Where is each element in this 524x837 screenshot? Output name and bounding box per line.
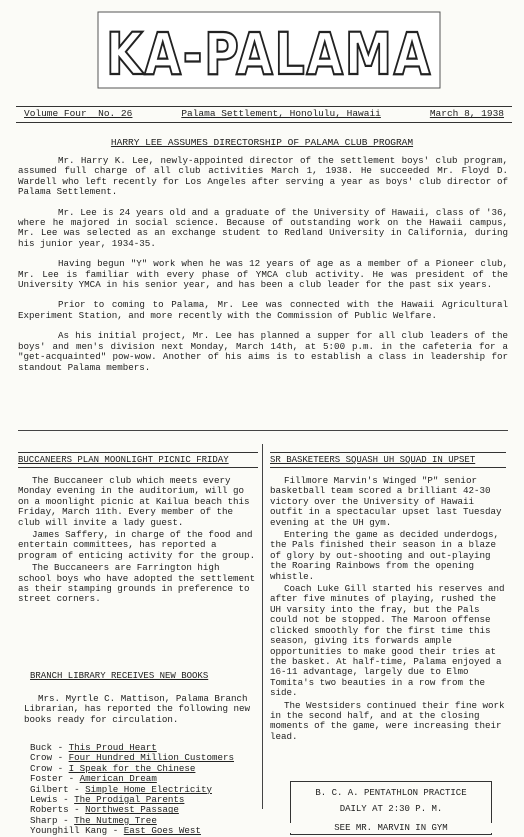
buccaneers-headline: BUCCANEERS PLAN MOONLIGHT PICNIC FRIDAY xyxy=(18,452,258,468)
lead-paragraph: As his initial project, Mr. Lee has planned a supper for all club leaders of the boys' and men's division next Monday, March 14th, at 5:00 p.m. in the cafeteria for a "get-acquainted" pow-wow. Another of his aims is to establish a class in leadership for standout Palama members. xyxy=(18,330,508,373)
place: Palama Settlement, Honolulu, Hawaii xyxy=(181,108,381,120)
lead-paragraph: Mr. Lee is 24 years old and a graduate of the University of Hawaii, class of '36, where he majored in social science. Because of outstanding work on the Hawaii campus, Mr. Lee was selected as an exchange student to Redland University in California, during his junior year, 1934-35. xyxy=(18,206,508,249)
lead-paragraph: Mr. Harry K. Lee, newly-appointed director of the settlement boys' club program, assumed full charge of all club activities March 1, 1938. He succeeded Mr. Floyd D. Wardell who left recently for Los Angeles after serving a year as boys' club director of Palama Settlement. xyxy=(18,155,508,198)
book-item: Crow - Four Hundred Million Customers xyxy=(30,752,235,764)
notice-line: B. C. A. PENTATHLON PRACTICE xyxy=(315,788,467,798)
library-headline: BRANCH LIBRARY RECEIVES NEW BOOKS xyxy=(30,671,209,681)
issue-info-bar xyxy=(16,106,512,123)
book-item: Roberts - Northwest Passage xyxy=(30,804,179,816)
masthead xyxy=(96,10,442,90)
basketball-paragraph: Coach Luke Gill started his reserves and after five minutes of playing, rushed the UH varsity into the fray, but the Pals could not be stopped. The Maroon offense clicked smoothly for the first time this season, giving its forwards ample opportunities to make good their tries at the basket. At half-time, Palama enjoyed a 16-11 advantage, largely due to Elmo Tomita's two beauties in a row from the side. xyxy=(270,583,505,699)
book-item: Crow - I Speak for the Chinese xyxy=(30,762,196,774)
library-intro xyxy=(24,694,254,727)
book-item: Foster - American Dream xyxy=(30,773,157,785)
notice-line: DAILY AT 2:30 P. M. xyxy=(339,804,443,815)
book-item: Buck - This Proud Heart xyxy=(30,742,157,753)
basketball-paragraph: Fillmore Marvin's Winged "P" senior basketball team scored a brilliant 42-30 victory over the University of Hawaii outfit in a spectacular upset last Tuesday evening at the UH gym. xyxy=(270,475,502,528)
book-list xyxy=(30,743,234,837)
book-item: Younghill Kang - East Goes West xyxy=(30,825,201,837)
notice-line: SEE MR. MARVIN IN GYM xyxy=(290,823,492,833)
section-divider xyxy=(18,430,508,431)
book-item: Gilbert - Simple Home Electricity xyxy=(30,783,212,795)
buccaneers-paragraph: James Saffery, in charge of the food and entertain committees, has reported a program of enticing activity for the group. xyxy=(18,529,256,561)
book-item: Sharp - The Nutmeg Tree xyxy=(30,814,157,826)
lead-paragraph: Prior to coming to Palama, Mr. Lee was connected with the Hawaii Agricultural Experiment Station, and more recently with the Commission of Public Welfare. xyxy=(18,299,508,321)
buccaneers-article xyxy=(18,476,258,607)
column-divider xyxy=(262,444,263,809)
lead-headline: HARRY LEE ASSUMES DIRECTORSHIP OF PALAMA CLUB PROGRAM xyxy=(110,137,414,148)
volume-number: Volume Four No. 26 xyxy=(24,108,133,120)
lead-article xyxy=(18,156,508,383)
basketball-paragraph: Entering the game as decided underdogs, the Pals finished their season in a blaze of glory by out-shooting and out-playing the Roaring Rainbows from the opening whistle. xyxy=(270,529,500,582)
book-item: Lewis - The Prodigal Parents xyxy=(30,794,185,806)
library-intro-text: Mrs. Myrtle C. Mattison, Palama Branch Librarian, has reported the following new books ready for circulation. xyxy=(24,693,251,725)
basketball-paragraph: The Westsiders continued their fine work in the second half, and at the closing moments of the game, were increasing their lead. xyxy=(270,699,505,742)
buccaneers-paragraph: The Buccaneers are Farrington high school boys who have adopted the settlement as their stamping grounds in preference to street corners. xyxy=(18,562,256,605)
masthead-title: KA-PALAMA xyxy=(106,20,432,88)
basketball-article xyxy=(270,476,506,744)
lead-paragraph: Having begun "Y" work when he was 12 years of age as a member of a Pioneer club, Mr. Lee is familiar with every phase of YMCA club activity. He was president of the University YMCA in his senior year, and has been a club leader for the past six years. xyxy=(18,258,508,291)
basketball-headline: SR BASKETEERS SQUASH UH SQUAD IN UPSET xyxy=(270,452,506,468)
buccaneers-paragraph: The Buccaneer club which meets every Monday evening in the auditorium, will go on a moonlight picnic at Kailua beach this Friday, March 11th. Every member of the club will invite a lady guest. xyxy=(18,475,250,528)
issue-date: March 8, 1938 xyxy=(429,108,504,120)
